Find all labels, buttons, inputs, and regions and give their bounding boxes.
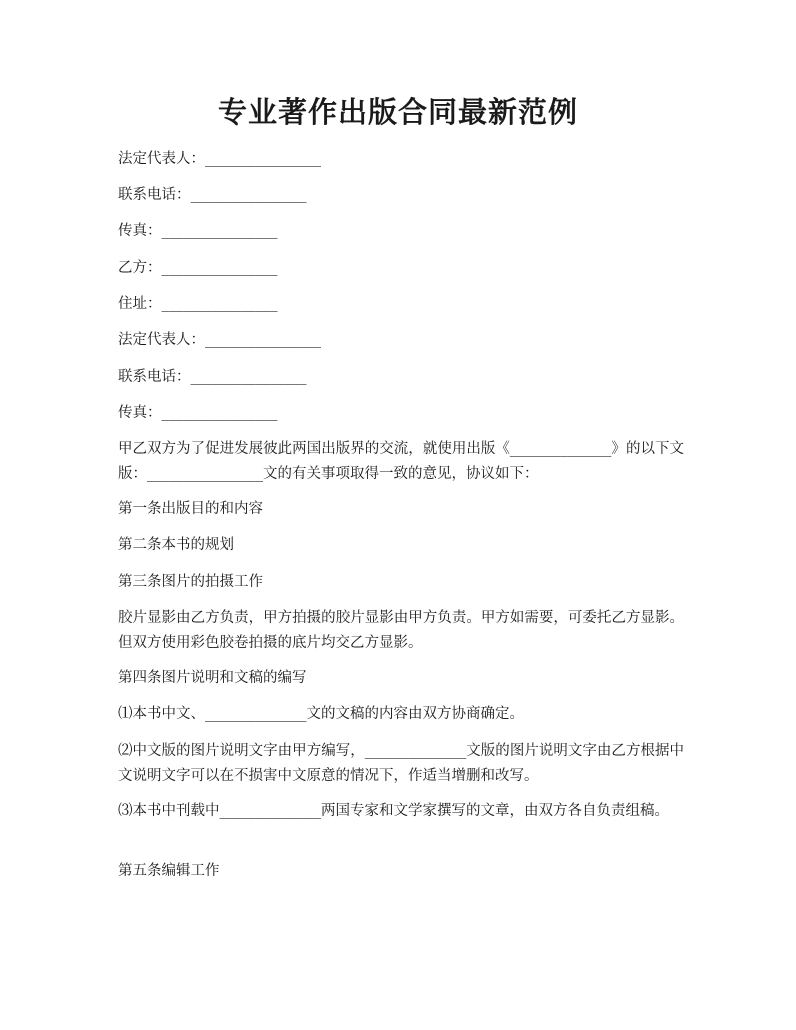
article-3-heading: 第三条图片的拍摄工作 xyxy=(118,574,263,590)
article-5-heading: 第五条编辑工作 xyxy=(118,863,220,879)
field-fax-2: 传真：________________ xyxy=(118,405,278,421)
field-legal-representative-2: 法定代表人：________________ xyxy=(118,332,321,348)
article-4-heading: 第四条图片说明和文稿的编写 xyxy=(118,670,307,686)
field-fax-1: 传真：________________ xyxy=(118,223,278,239)
article-2-heading: 第二条本书的规划 xyxy=(118,537,234,553)
intro-paragraph: 甲乙双方为了促进发展彼此两国出版界的交流，就使用出版《______________》的以下文版：________________文的有关事项取得一致的意见，协议如下： xyxy=(118,441,684,482)
field-legal-representative-1: 法定代表人：________________ xyxy=(118,151,321,167)
field-party-b: 乙方：________________ xyxy=(118,260,278,276)
field-address: 住址：________________ xyxy=(118,296,278,312)
article-1-heading: 第一条出版目的和内容 xyxy=(118,501,263,517)
article-4-item-1: ⑴本书中文、______________文的文稿的内容由双方协商确定。 xyxy=(118,706,524,722)
field-contact-phone-2: 联系电话：________________ xyxy=(118,369,307,385)
article-4-item-3: ⑶本书中刊载中______________两国专家和文学家撰写的文章，由双方各自负责组稿。 xyxy=(118,803,669,819)
article-3-body: 胶片显影由乙方负责，甲方拍摄的胶片显影由甲方负责。甲方如需要，可委托乙方显影。但双方使用彩色胶卷拍摄的底片均交乙方显影。 xyxy=(118,610,684,651)
document-title: 专业著作出版合同最新范例 xyxy=(217,95,578,129)
field-contact-phone-1: 联系电话：________________ xyxy=(118,187,307,203)
article-4-item-2: ⑵中文版的图片说明文字由甲方编写，______________文版的图片说明文字由乙方根据中文说明文字可以在不损害中文原意的情况下，作适当增删和改写。 xyxy=(118,743,684,784)
